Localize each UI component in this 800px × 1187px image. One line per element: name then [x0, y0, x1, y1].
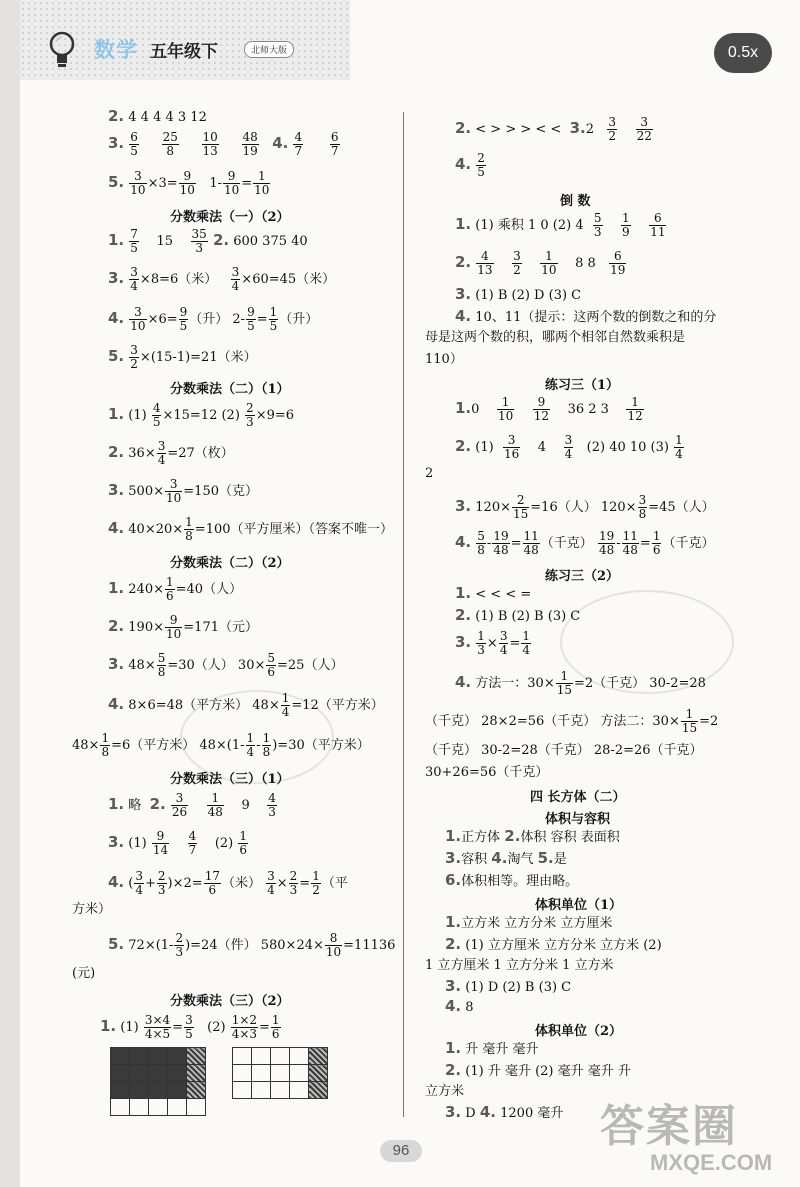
answer-line: 1. < < < = [455, 584, 532, 602]
answer-line: 4. ( $\frac{3}{4}$ + $\frac{2}{3}$ )×2= $\frac{17}{6}$ （米） $\frac{3}{4}$ × $\frac{2}{3}$ = $\frac{1}{2}$ （平 [108, 869, 348, 897]
answer-line: 5. $\frac{3}{10}$ ×3= $\frac{9}{10}$ 1- $\frac{9}{10}$ = $\frac{1}{10}$ [108, 169, 270, 197]
answer-line: 2. $\frac{4}{13}$ $\frac{3}{2}$ $\frac{1}{10}$ 8 8 $\frac{6}{19}$ [455, 249, 626, 277]
answer-line: 2 [425, 466, 434, 481]
answer-line: 2. (1) B (2) B (3) C [455, 606, 581, 624]
watermark-logo: 答案圈 [600, 1101, 738, 1152]
answer-line: （千克） 28×2=56（千克） 方法二：30× $\frac{1}{15}$ =2 [425, 707, 719, 735]
answer-line: 2. < > > > < < 3.2 $\frac{3}{2}$ $\frac{3}{22}$ [455, 115, 652, 143]
answer-line: 2. 190× $\frac{9}{10}$ =171（元） [108, 613, 258, 641]
answer-line: 1. (1) 乘积 1 0 (2) 4 $\frac{5}{3}$ $\frac{1}{9}$ $\frac{6}{11}$ [455, 211, 666, 239]
answer-line: 3. (1) D (2) B (3) C [445, 977, 572, 995]
answer-line: 5. $\frac{3}{2}$ ×(15-1)=21（米） [108, 343, 257, 371]
page-number: 96 [380, 1140, 422, 1162]
shaded-grid-2 [232, 1047, 328, 1099]
section-heading: 体积与容积 [545, 812, 611, 827]
answer-line: 4. 方法一：30× $\frac{1}{15}$ =2（千克） 30-2=28 [455, 669, 706, 697]
answer-line: 3. $\frac{3}{4}$ ×8=6（米） $\frac{3}{4}$ ×60=45（米） [108, 265, 336, 293]
section-heading: 分数乘法（三）（1） [170, 772, 290, 787]
section-heading: 体积单位（1） [535, 898, 623, 913]
subject-title: 数学 [94, 38, 138, 62]
answer-line: 3. (1) $\frac{9}{14}$ $\frac{4}{7}$ (2) $\frac{1}{6}$ [108, 829, 248, 857]
answer-line: 3. 120× $\frac{2}{15}$ =16（人） 120× $\frac{3}{8}$ =45（人） [455, 493, 715, 521]
answer-line: 立方米 [425, 1084, 465, 1099]
lightbulb-icon [48, 30, 76, 70]
section-heading: 分数乘法（二）（2） [170, 556, 290, 571]
answer-line: 3. $\frac{6}{5}$ $\frac{25}{8}$ $\frac{10}{13}$ $\frac{48}{19}$ 4. $\frac{4}{7}$ $\frac{6}{7}$ [108, 130, 339, 158]
answer-line: 3.容积 4.淘气 5.是 [445, 849, 567, 867]
answer-line: 3. 48× $\frac{5}{8}$ =30（人） 30× $\frac{5}{6}$ =25（人） [108, 651, 344, 679]
answer-line: 4. 10、11（提示：这两个数的倒数之和的分 [455, 307, 717, 325]
section-heading: 练习三（2） [545, 569, 620, 584]
answer-line: 2. (1) $\frac{3}{16}$ 4 $\frac{3}{4}$ (2) 40 10 (3) $\frac{1}{4}$ [455, 433, 683, 461]
answer-line: 方米） [72, 902, 112, 917]
answer-line: 48× $\frac{1}{8}$ =6（平方米） 48×(1- $\frac{1}{4}$ - $\frac{1}{8}$ )=30（平方米） [72, 731, 370, 759]
answer-line: (元) [72, 966, 96, 981]
section-heading: 分数乘法（二）（1） [170, 382, 290, 397]
answer-line: 1. 略 2. $\frac{3}{26}$ $\frac{1}{48}$ 9 $\frac{4}{3}$ [108, 791, 276, 819]
answer-line: 1.立方米 立方分米 立方厘米 [445, 913, 613, 931]
answer-line: 6.体积相等。理由略。 [445, 871, 579, 889]
answer-line: 1. 240× $\frac{1}{6}$ =40（人） [108, 575, 243, 603]
answer-line: 4. $\frac{3}{10}$ ×6= $\frac{9}{5}$ （升） 2- $\frac{9}{5}$ = $\frac{1}{5}$ （升） [108, 305, 319, 333]
section-heading: 倒 数 [560, 194, 591, 209]
answer-line: 1 立方厘米 1 立方分米 1 立方米 [425, 958, 614, 973]
answer-line: 3. $\frac{1}{3}$ × $\frac{3}{4}$ = $\frac{1}{4}$ [455, 629, 531, 657]
grade-title: 五年级下 [150, 42, 218, 62]
watermark-url: MXQE.COM [650, 1150, 773, 1175]
answer-line: 3. (1) B (2) D (3) C [455, 285, 582, 303]
zoom-button[interactable]: 0.5x [714, 33, 772, 73]
answer-line: （千克） 30-2=28（千克） 28-2=26（千克） [425, 743, 703, 758]
section-heading: 分数乘法（一）（2） [170, 210, 290, 225]
section-heading: 体积单位（2） [535, 1024, 623, 1039]
shaded-grid-1 [110, 1047, 206, 1116]
answer-line: 2. 4 4 4 4 3 12 [108, 107, 207, 125]
answer-line: 2. 36× $\frac{3}{4}$ =27（枚） [108, 439, 234, 467]
answer-line: 4. $\frac{2}{5}$ [455, 151, 485, 179]
answer-line: 3. D 4. 1200 毫升 [445, 1103, 564, 1121]
answer-line: 1.正方体 2.体积 容积 表面积 [445, 827, 620, 845]
answer-line: 110） [425, 352, 463, 367]
answer-line: 1. (1) $\frac{4}{5}$ ×15=12 (2) $\frac{2}{3}$ ×9=6 [108, 401, 295, 429]
answer-line: 1. (1) $\frac{3\times 4}{4\times 5}$ = $\frac{3}{5}$ (2) $\frac{1\times 2}{4\times 3}$ = $\frac{1}{6}$ [100, 1013, 280, 1041]
section-heading: 分数乘法（三）（2） [170, 994, 290, 1009]
section-heading: 练习三（1） [545, 378, 620, 393]
answer-line: 5. 72×(1- $\frac{2}{3}$ )=24（件） 580×24× $\frac{8}{10}$ =11136 [108, 931, 396, 959]
edition-badge: 北师大版 [244, 41, 294, 58]
answer-line: 1.0 $\frac{1}{10}$ $\frac{9}{12}$ 36 2 3 $\frac{1}{12}$ [455, 395, 643, 423]
answer-line: 1. $\frac{7}{5}$ 15 $\frac{35}{3}$ 2. 600 375 40 [108, 227, 308, 255]
answer-line: 1. 升 毫升 毫升 [445, 1039, 539, 1057]
answer-line: 30+26=56（千克） [425, 765, 549, 780]
answer-line: 2. (1) 立方厘米 立方分米 立方米 (2) [445, 935, 662, 953]
answer-line: 2. (1) 升 毫升 (2) 毫升 毫升 升 [445, 1061, 631, 1079]
column-divider [403, 112, 404, 1117]
section-heading: 四 长方体（二） [530, 790, 626, 805]
answer-line: 4. 8 [445, 997, 474, 1015]
answer-line: 4. 40×20× $\frac{1}{8}$ =100（平方厘米）（答案不唯一） [108, 515, 394, 543]
answer-line: 4. 8×6=48（平方米） 48× $\frac{1}{4}$ =12（平方米） [108, 691, 384, 719]
answer-line: 3. 500× $\frac{3}{10}$ =150（克） [108, 477, 258, 505]
answer-line: 4. $\frac{5}{8}$ - $\frac{19}{48}$ = $\frac{11}{48}$ （千克） $\frac{19}{48}$ - $\frac{11}{48}$ = $\frac{1}{6}$ （千克） [455, 529, 715, 557]
answer-line: 母是这两个数的积，哪两个相邻自然数乘积是 [425, 330, 686, 345]
page-edge [0, 0, 20, 1187]
